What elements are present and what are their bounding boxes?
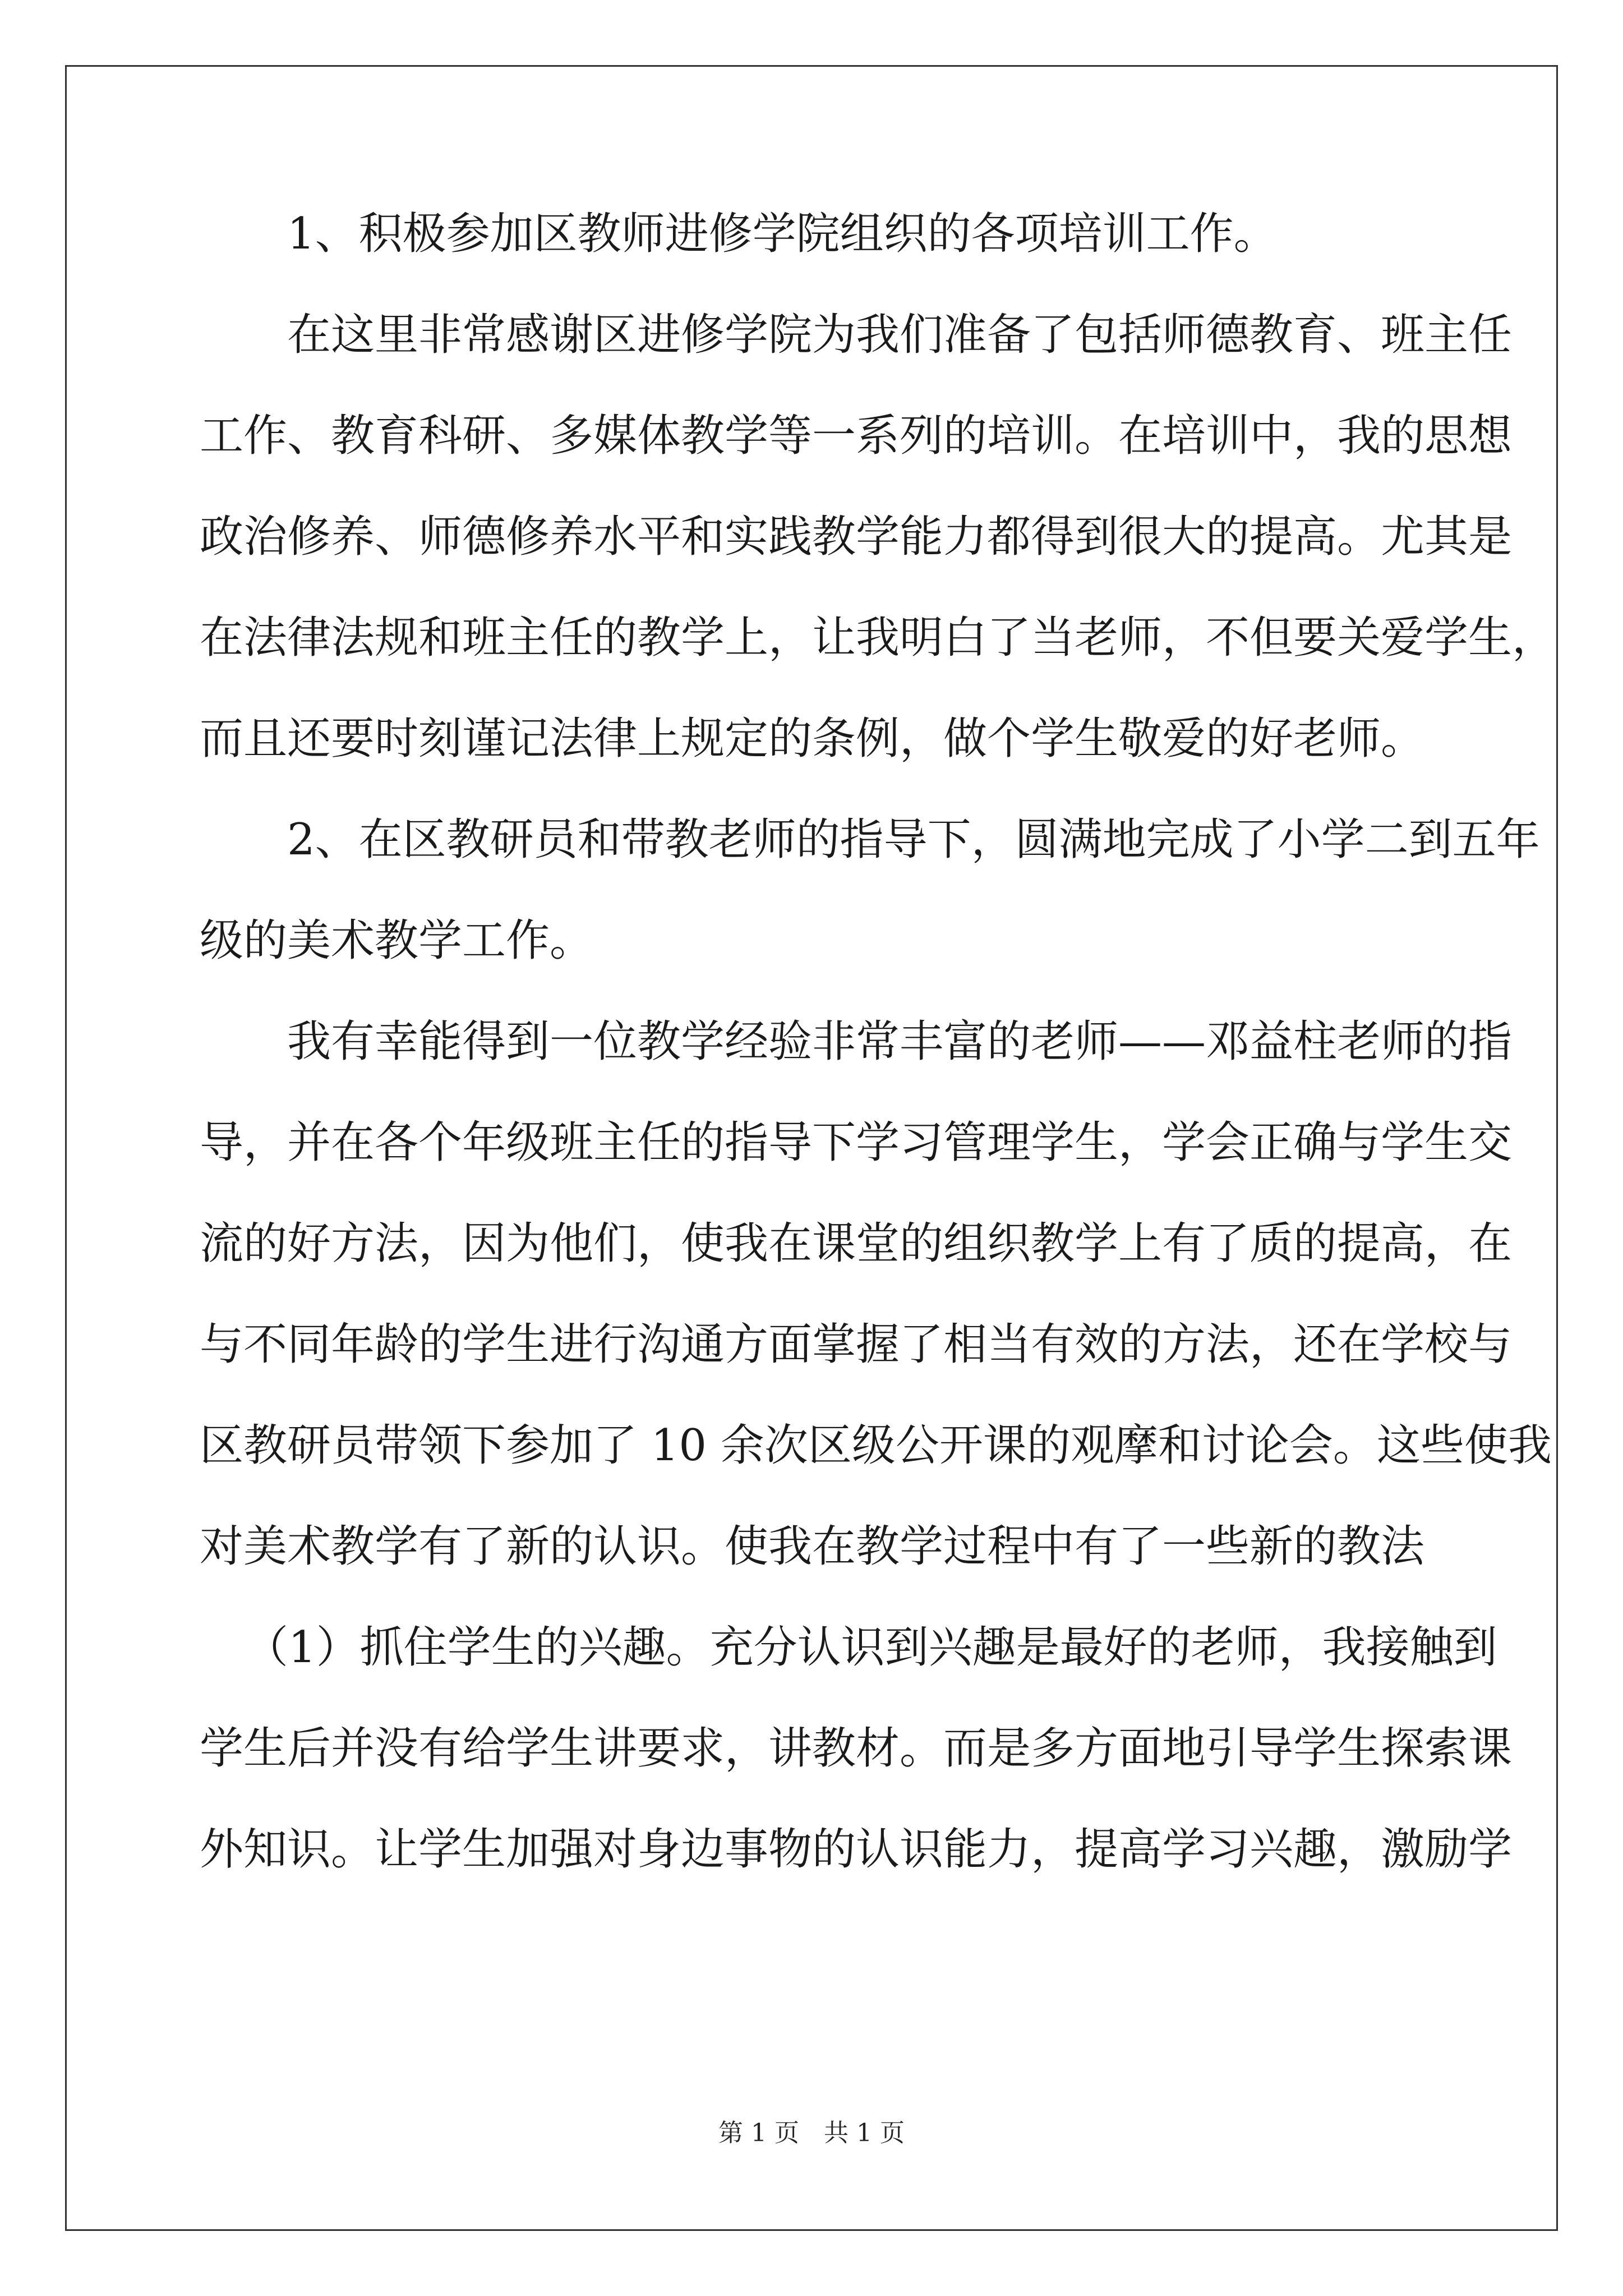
- text-line: 我有幸能得到一位教学经验非常丰富的老师——邓益柱老师的指: [287, 1016, 1513, 1067]
- text-line: 级的美术教学工作。: [200, 915, 594, 966]
- text-line: 工作、教育科研、多媒体教学等一系列的培训。在培训中，我的思想: [200, 411, 1513, 461]
- text-line: 1、积极参加区教师进修学院组织的各项培训工作。: [287, 209, 1278, 259]
- text-line: 流的好方法，因为他们，使我在课堂的组织教学上有了质的提高，在: [200, 1218, 1513, 1269]
- text-line: 与不同年龄的学生进行沟通方面掌握了相当有效的方法，还在学校与: [200, 1319, 1513, 1370]
- text-line: （1）抓住学生的兴趣。充分认识到兴趣是最好的老师，我接触到: [245, 1622, 1497, 1673]
- text-line: 而且还要时刻谨记法律上规定的条例，做个学生敬爱的好老师。: [200, 714, 1425, 764]
- text-line: 导，并在各个年级班主任的指导下学习管理学生，学会正确与学生交: [200, 1117, 1513, 1168]
- text-line: 在这里非常感谢区进修学院为我们准备了包括师德教育、班主任: [287, 310, 1513, 360]
- text-line: 外知识。让学生加强对身边事物的认识能力，提高学习兴趣，激励学: [200, 1824, 1513, 1875]
- text-line: 对美术教学有了新的认识。使我在教学过程中有了一些新的教法: [200, 1521, 1425, 1572]
- text-line: 学生后并没有给学生讲要求，讲教材。而是多方面地引导学生探索课: [200, 1723, 1513, 1774]
- text-line: 政治修养、师德修养水平和实践教学能力都得到很大的提高。尤其是: [200, 512, 1513, 562]
- text-line: 区教研员带领下参加了 10 余次区级公开课的观摩和讨论会。这些使我: [200, 1420, 1552, 1471]
- text-line: 在法律法规和班主任的教学上，让我明白了当老师，不但要关爱学生，: [200, 613, 1556, 663]
- text-line: 2、在区教研员和带教老师的指导下，圆满地完成了小学二到五年: [287, 815, 1540, 865]
- page-footer: 第 1 页 共 1 页: [718, 2119, 905, 2147]
